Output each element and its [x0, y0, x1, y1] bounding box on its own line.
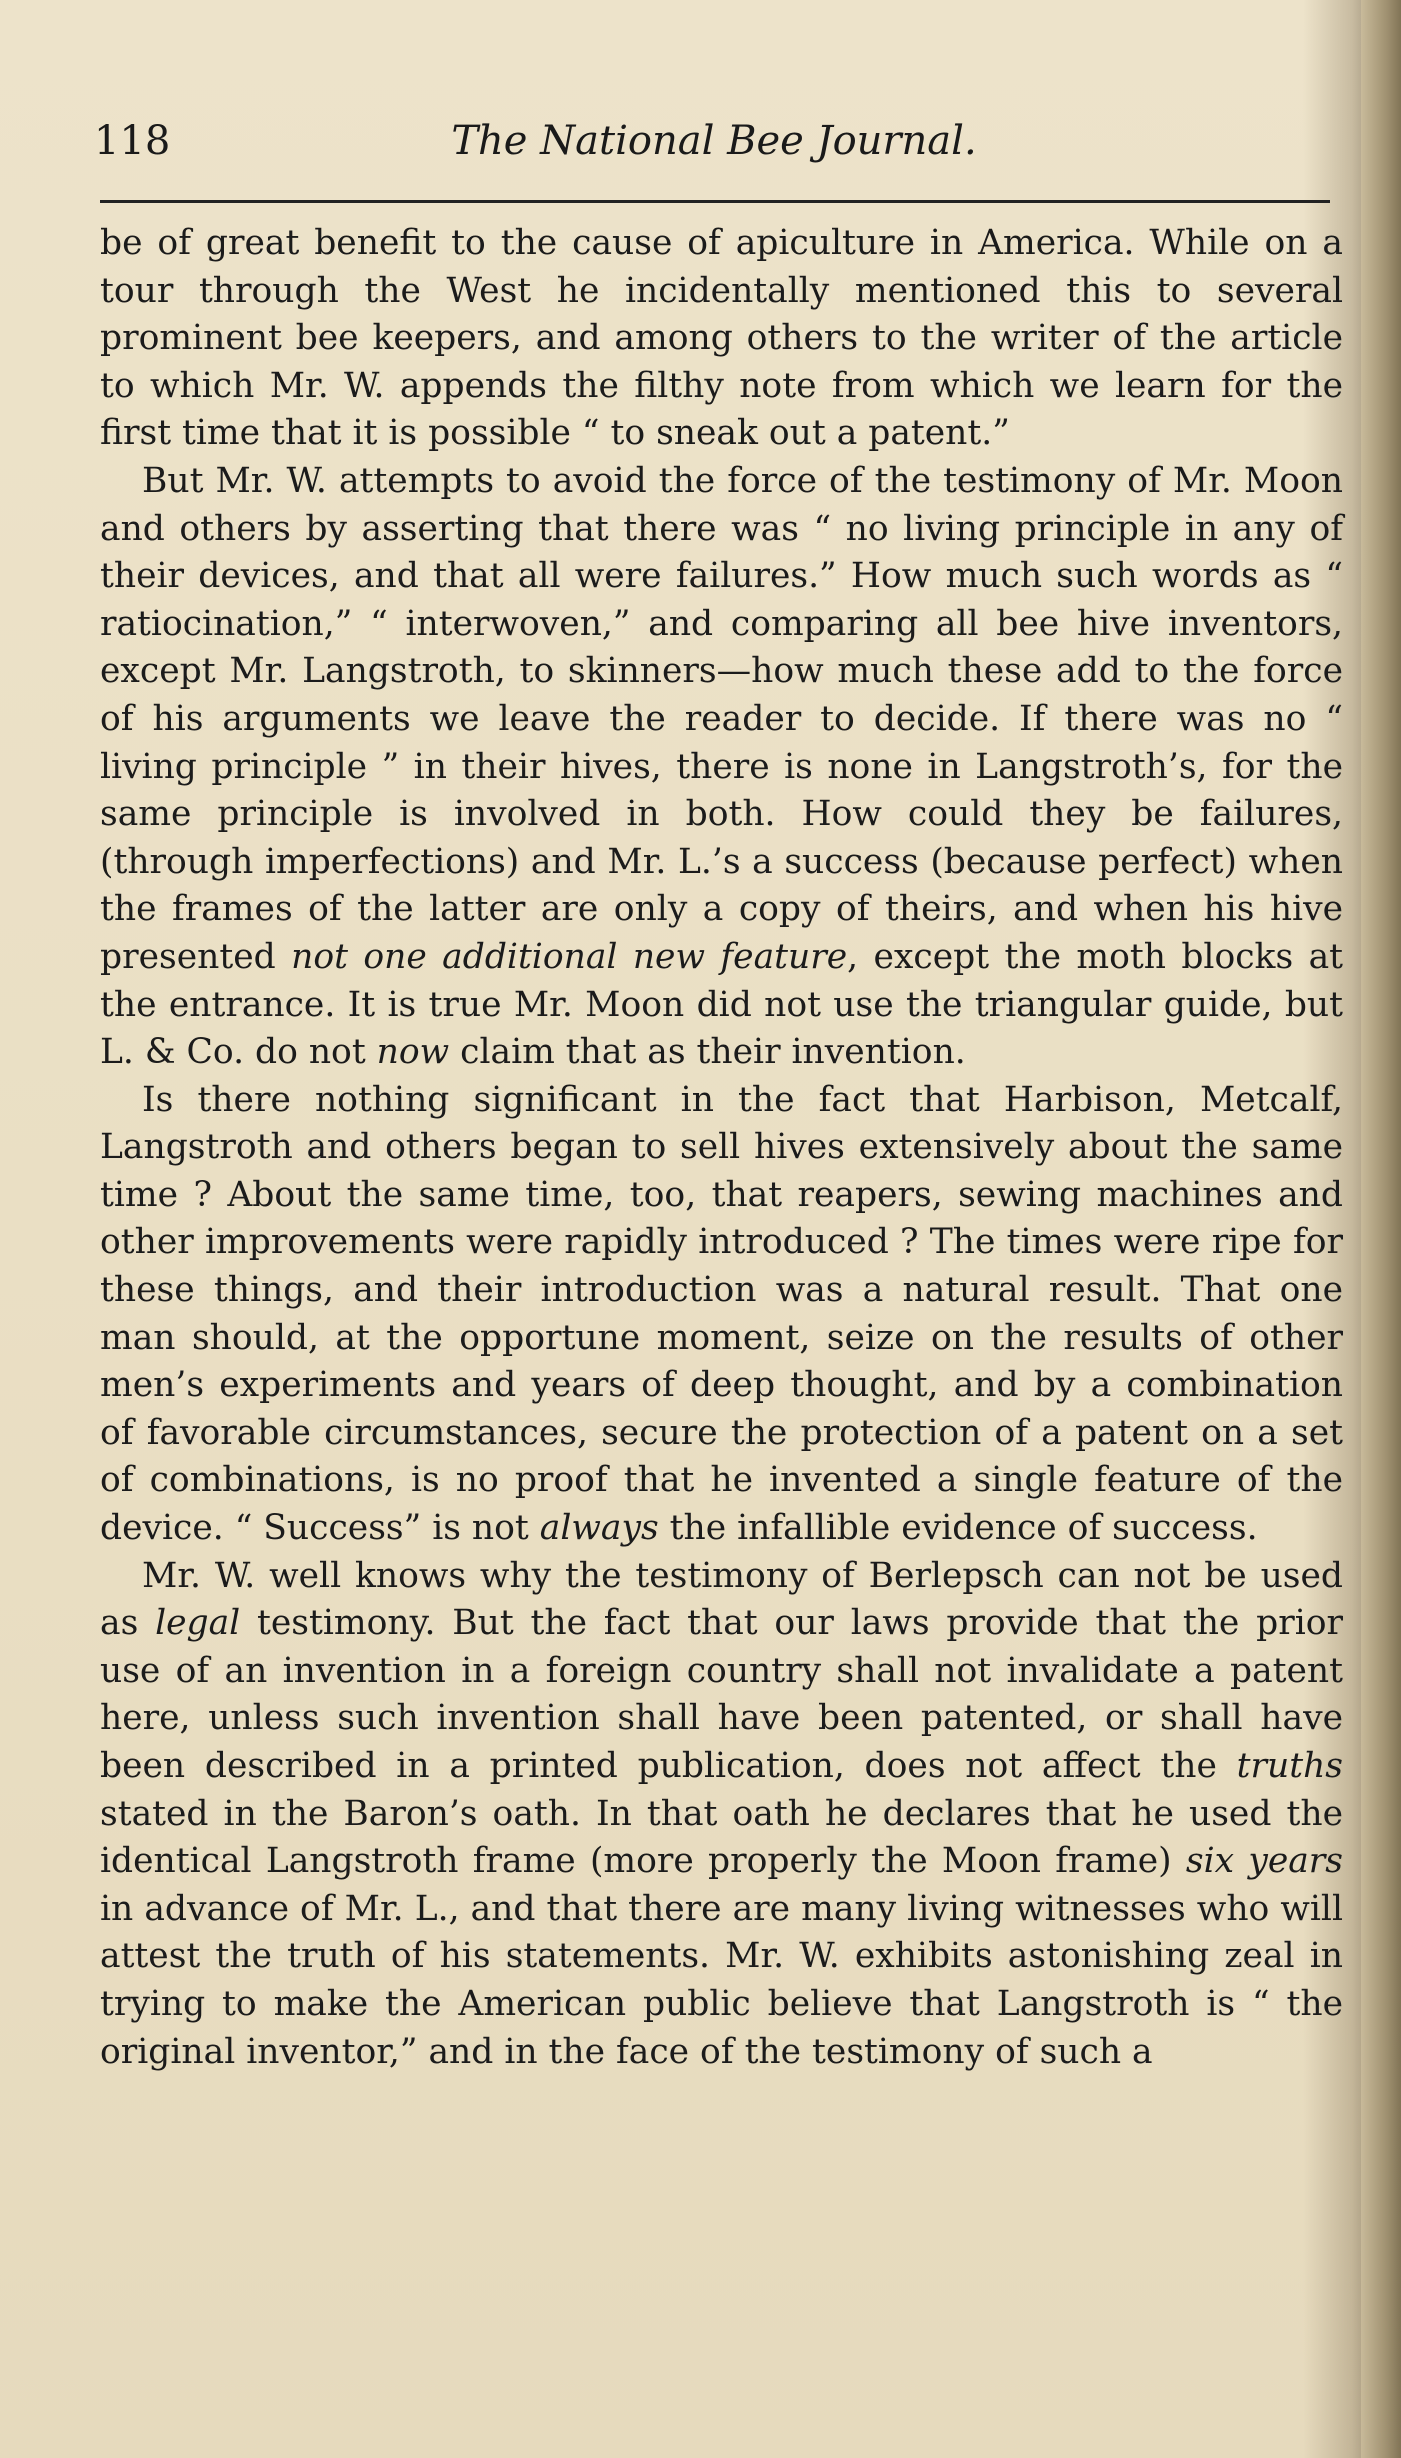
text-run: in advance of Mr. L., and that there are many living witnesses who will attest the truth of his statements. Mr. W. exhibits astonishing zeal in trying to make the American public believe that Langstroth is “ the original inventor,” and in the face of the testimony of such a [100, 1888, 1343, 2072]
text-run: Is there nothing significant in the fact that Harbison, Metcalf, Langstroth and others began to sell hives extensively about the same time ? About the same time, too, that reapers, sewing machines and other improvements were rapidly introduced ? The times were ripe for these things, and their introduction was a natural result. That one man should, at the opportune moment, seize on the results of other men’s experiments and years of deep thought, and by a combination of favorable circumstances, secure the protection of a patent on a set of combinations, is no proof that he invented a single feature of the device. “ Success” is not [100, 1079, 1343, 1549]
text-run: be of great benefit to the cause of apiculture in America. While on a tour through the West he incidentally mentioned this to several prominent bee keepers, and among others to the writer of the article to which Mr. W. appends the filthy note from which we learn for the first time that it is possible “ to sneak out a patent.” [100, 223, 1343, 454]
book-spine-shadow [1361, 0, 1401, 2458]
paragraph [100, 458, 1343, 1077]
header-rule [100, 200, 1330, 203]
text-run: Mr. W. well knows why the testimony of Berlepsch can not be used as [100, 1555, 1343, 1644]
journal-title: The National Bee Journal. [451, 118, 977, 164]
article-body [100, 220, 1343, 2076]
text-run: claim that as their invention. [449, 1032, 966, 1073]
running-header [94, 118, 1324, 178]
text-run: stated in the Baron’s oath. In that oath he declares that he used the identical Langstroth frame (more properly the Moon frame) [100, 1793, 1343, 1882]
paragraph [100, 1077, 1343, 1553]
text-run: , except the moth blocks at the entrance. It is true Mr. Moon did not use the triangular guide, but L. & Co. do not [100, 936, 1344, 1073]
italic-text: truths [1236, 1746, 1343, 1786]
italic-text: legal [155, 1603, 241, 1644]
paragraph [100, 1553, 1343, 2077]
paragraph [100, 220, 1343, 458]
italic-text: now [376, 1032, 450, 1073]
italic-text: six years [1185, 1841, 1343, 1882]
text-run: But Mr. W. attempts to avoid the force of the testimony of Mr. Moon and others by asserting that there was “ no living principle in any of their devices, and that all were failures.” How much such words as “ ratiocination,” “ interwoven,” and comparing all bee hive inventors, except Mr. Langstroth, to skinners—how much these add to the force of his arguments we leave the reader to decide. If there was no “ living principle ” in their hives, there is none in Langstroth’s, for the same principle is involved in both. How could they be failures, (through imperfections) and Mr. L.’s a success (because perfect) when the frames of the latter are only a copy of theirs, and when his hive presented [100, 460, 1343, 977]
italic-text: always [539, 1508, 659, 1549]
italic-text: not one additional new feature [291, 936, 848, 977]
text-run: the infallible evidence of success. [658, 1508, 1258, 1549]
page-number: 118 [94, 118, 171, 164]
text-run: testimony. But the fact that our laws provide that the prior use of an invention in a foreign country shall not invalidate a patent here, unless such invention shall have been patented, or shall have been described in a printed publication, does not affect the [100, 1603, 1343, 1786]
